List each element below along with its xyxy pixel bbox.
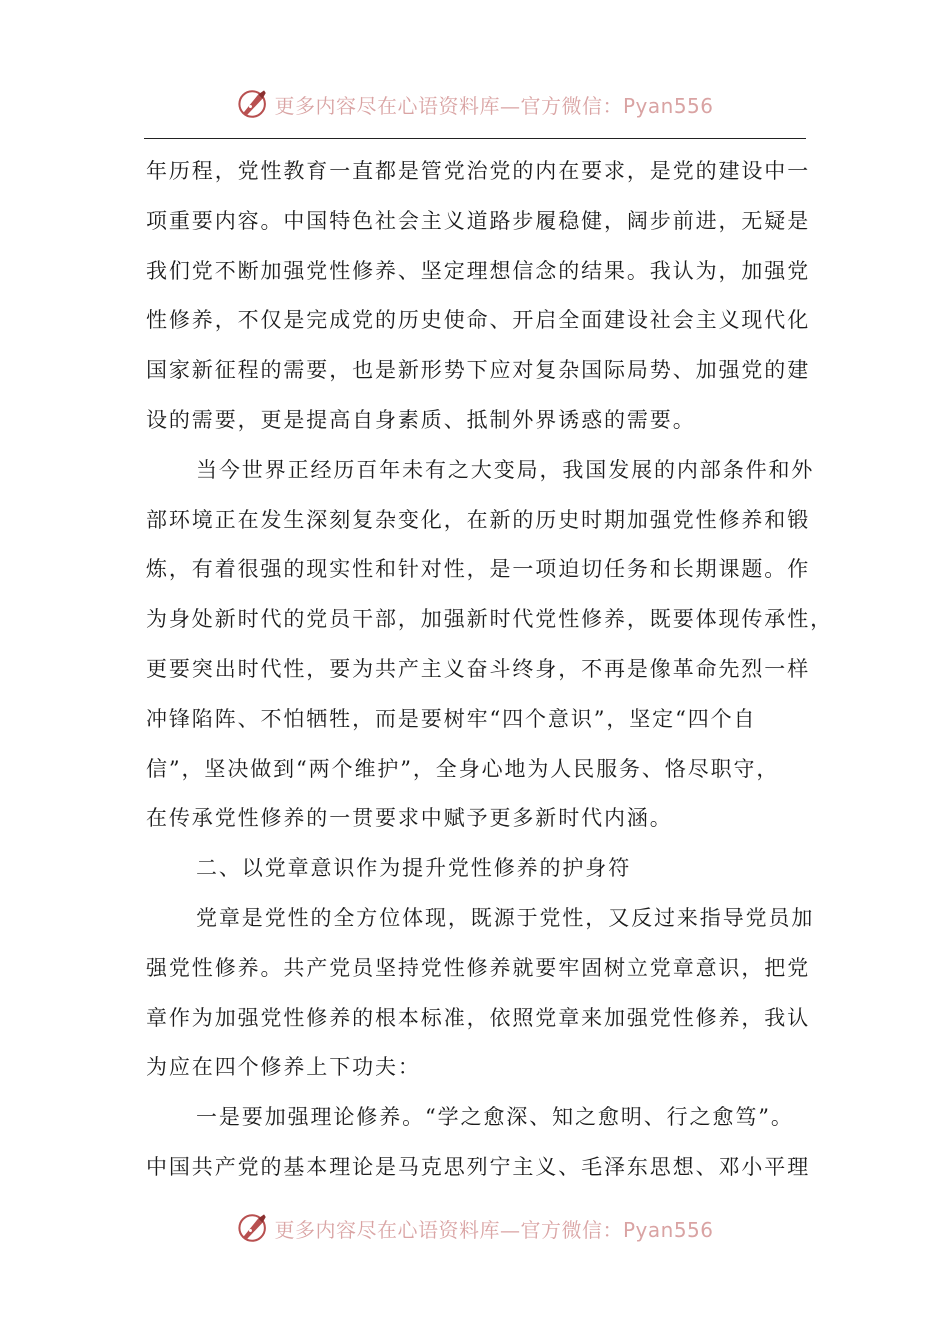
- header-banner: [0, 82, 950, 126]
- pen-nib-logo-icon: [236, 87, 270, 121]
- body-line: 部环境正在发生深刻复杂变化，在新的历史时期加强党性修养和锻: [146, 507, 811, 532]
- header-banner-cn: 更多内容尽在心语资料库—官方微信：: [274, 93, 623, 118]
- footer-banner: [0, 1206, 950, 1250]
- body-line: 项重要内容。中国特色社会主义道路步履稳健，阔步前进，无疑是: [146, 208, 811, 233]
- header-banner-text: [274, 90, 713, 119]
- body-line: 国家新征程的需要，也是新形势下应对复杂国际局势、加强党的建: [146, 358, 811, 383]
- paragraph-start-line: 一是要加强理论修养。“学之愈深、知之愈明、行之愈笃”。: [196, 1105, 794, 1130]
- body-line: 为身处新时代的党员干部，加强新时代党性修养，既要体现传承性，: [146, 607, 833, 632]
- paragraph-start-line: 党章是党性的全方位体现，既源于党性，又反过来指导党员加: [196, 905, 815, 930]
- document-body: [146, 147, 833, 1193]
- footer-banner-text: [274, 1214, 713, 1243]
- body-line: 设的需要，更是提高自身素质、抵制外界诱惑的需要。: [146, 407, 696, 432]
- body-line: 年历程，党性教育一直都是管党治党的内在要求，是党的建设中一: [146, 159, 811, 183]
- footer-banner-cn: 更多内容尽在心语资料库—官方微信：: [274, 1217, 623, 1242]
- body-line: 信”，坚决做到“两个维护”，全身心地为人民服务、恪尽职守，: [146, 756, 780, 781]
- body-line: 中国共产党的基本理论是马克思列宁主义、毛泽东思想、邓小平理: [146, 1154, 811, 1179]
- section-heading: 二、以党章意识作为提升党性修养的护身符: [196, 856, 632, 881]
- body-line: 炼，有着很强的现实性和针对性，是一项迫切任务和长期课题。作: [146, 557, 811, 582]
- header-rule: [144, 138, 806, 139]
- paragraph-start-line: 当今世界正经历百年未有之大变局，我国发展的内部条件和外: [196, 457, 815, 482]
- body-line: 性修养，不仅是完成党的历史使命、开启全面建设社会主义现代化: [146, 308, 811, 333]
- footer-wechat-id: Pyan556: [622, 1217, 714, 1242]
- body-line: 为应在四个修养上下功夫：: [146, 1055, 421, 1080]
- pen-nib-logo-icon: [236, 1211, 270, 1245]
- body-line: 章作为加强党性修养的根本标准，依照党章来加强党性修养，我认: [146, 1005, 811, 1030]
- body-line: 我们党不断加强党性修养、坚定理想信念的结果。我认为，加强党: [146, 258, 811, 283]
- body-line: 冲锋陷阵、不怕牺牲，而是要树牢“四个意识”，坚定“四个自: [146, 706, 757, 731]
- body-line: 更要突出时代性，要为共产主义奋斗终身，不再是像革命先烈一样: [146, 656, 811, 681]
- body-line: 强党性修养。共产党员坚持党性修养就要牢固树立党章意识，把党: [146, 955, 811, 980]
- header-wechat-id: Pyan556: [622, 93, 714, 118]
- body-line: 在传承党性修养的一贯要求中赋予更多新时代内涵。: [146, 806, 673, 831]
